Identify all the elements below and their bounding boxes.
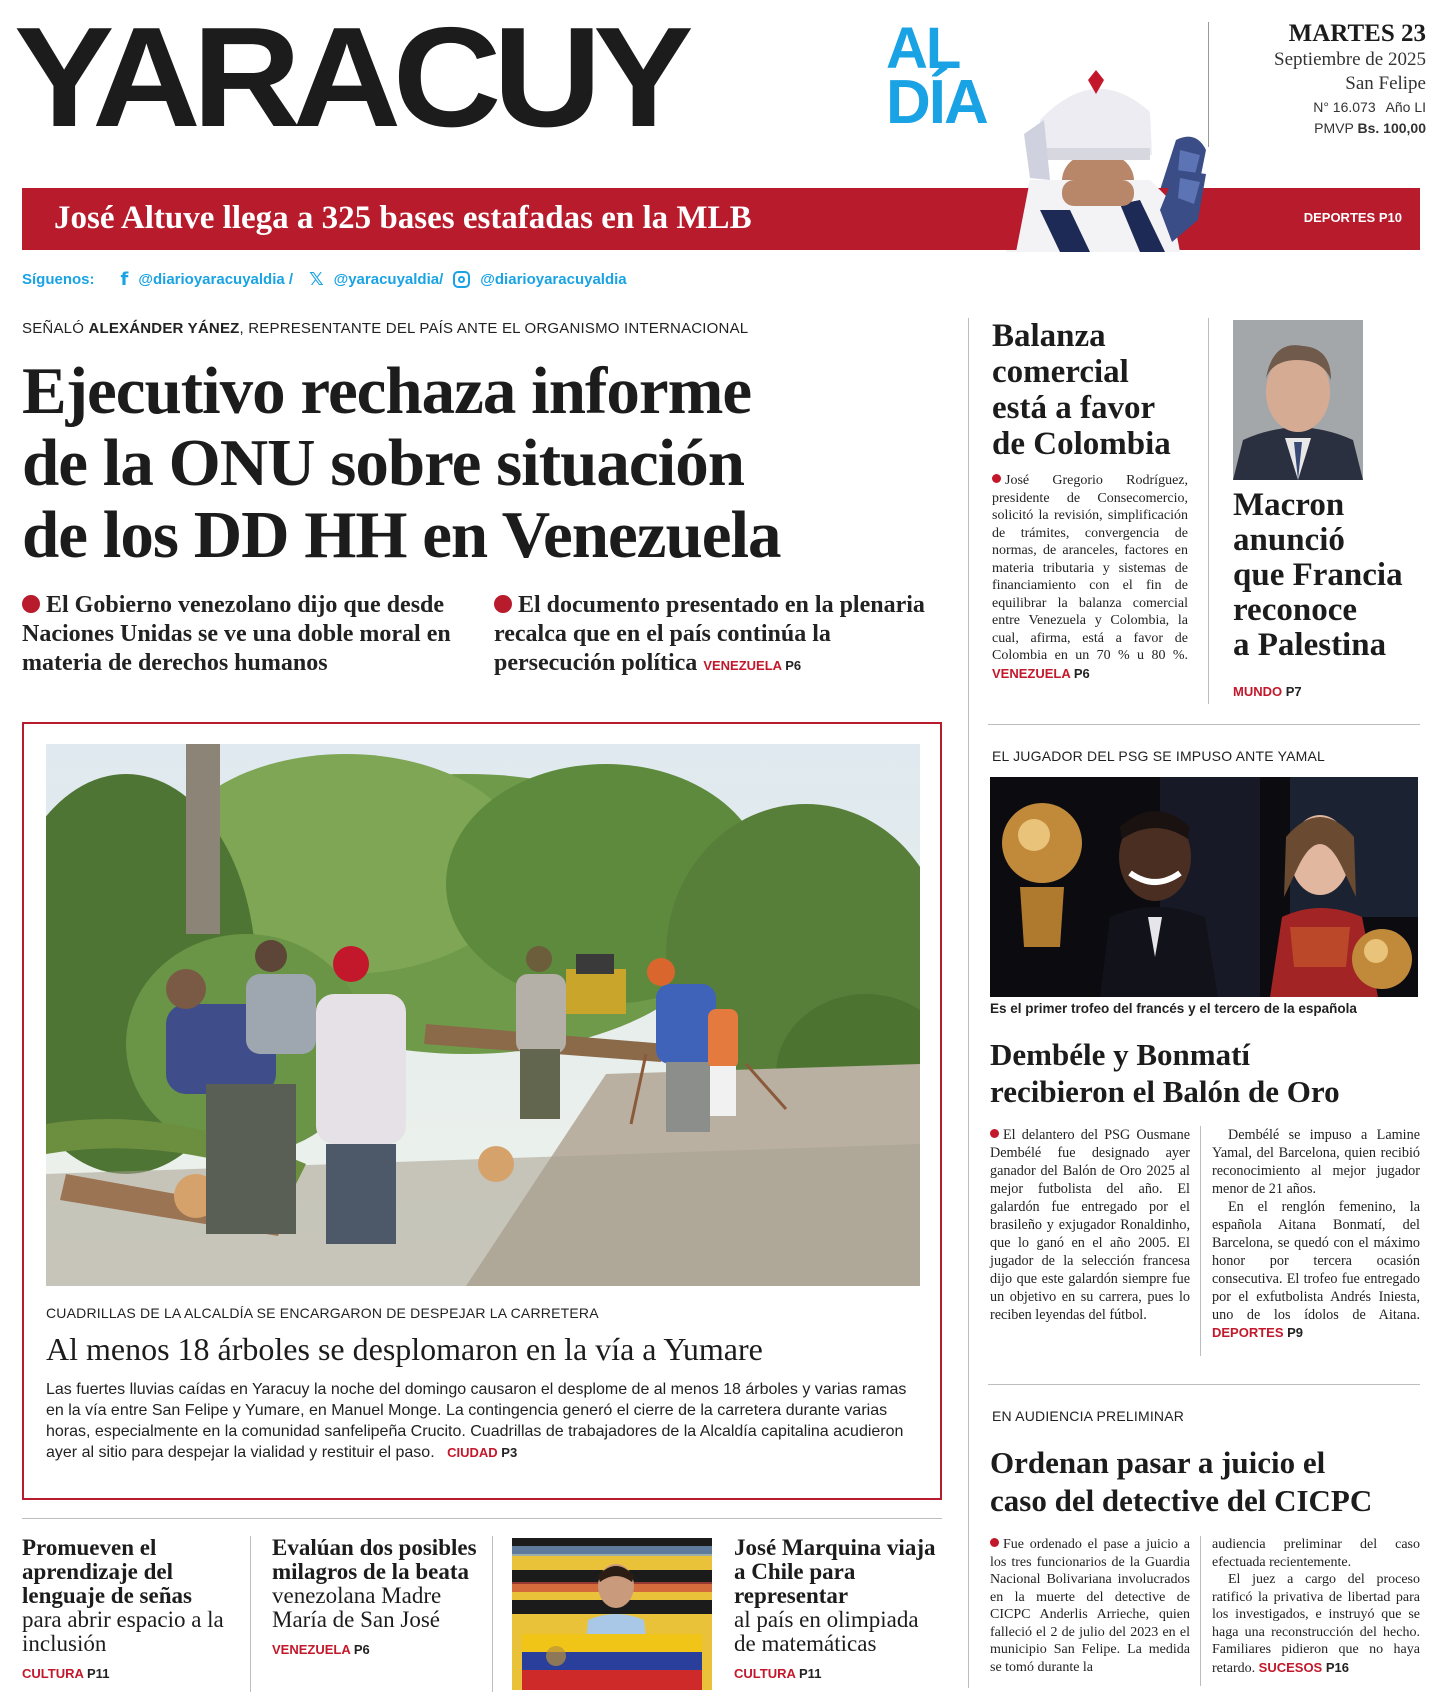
bottom-divider-1 — [250, 1536, 251, 1692]
instagram-icon[interactable] — [453, 271, 470, 288]
banner-ref[interactable] — [1304, 210, 1402, 225]
facebook-handle[interactable]: @diarioyaracuyaldia / — [138, 270, 294, 288]
marquina-photo — [512, 1538, 712, 1690]
logo-yaracuy: YARACUY — [14, 0, 686, 157]
bullet-icon — [22, 595, 40, 613]
banner-section: DEPORTES — [1303, 210, 1376, 225]
juicio-col-1: Fue ordenado el pase a juicio a los tres funcionarios de la Guardia Nacional Bolivariana involucrados en la muerte del detective de CICPC Anderlis Arrieche, quien falleció el 2 de julio del 2023 en el municipio San Felipe. La medida se tomó durante la — [990, 1537, 1190, 1675]
logo-al: AL — [886, 16, 960, 81]
juicio-kicker: EN AUDIENCIA PRELIMINAR — [992, 1408, 1185, 1424]
trees-story-box — [22, 722, 942, 1500]
balon-photo-caption: Es el primer trofeo del francés y el tercero de la española — [990, 1001, 1357, 1016]
social-row — [22, 268, 627, 290]
trees-photo — [46, 744, 920, 1286]
date-panel — [1214, 20, 1426, 138]
x-handle[interactable]: @yaracuyaldia/ — [333, 270, 444, 288]
balon-headline[interactable]: Dembéle y Bonmatí recibieron el Balón de Oro — [990, 1037, 1340, 1109]
issue-number: N° 16.073 — [1313, 99, 1376, 115]
lead-point-1: El Gobierno venezolano dijo que desde Naciones Unidas se ve una doble moral en materia de derechos humanos — [22, 592, 451, 676]
lead-ref[interactable]: VENEZUELA P6 — [703, 658, 802, 673]
bullet-icon — [990, 1129, 999, 1138]
balon-ref[interactable]: DEPORTES P9 — [1212, 1325, 1304, 1340]
balanza-body: José Gregorio Rodríguez, presidente de Consecomercio, solicitó la revisión, simplificación de trámites, convergencia de normas, de aranceles, factores en materia tributaria y sistemas de financiamiento con el fin de equilibrar la balanza comercial entre Venezuela y Colombia, la cual, afirma, está a favor de Colombia en un 70 % u 80 %. VENEZUELA P6 — [992, 473, 1188, 681]
trees-caption: CUADRILLAS DE LA ALCALDÍA SE ENCARGARON DE DESPEJAR LA CARRETERA — [46, 1305, 599, 1321]
balon-col-divider — [1200, 1126, 1201, 1356]
bottom-divider-2 — [492, 1536, 493, 1692]
bottom-ref-2[interactable]: VENEZUELA P6 — [272, 1642, 370, 1657]
balanza-ref[interactable]: VENEZUELA P6 — [992, 665, 1090, 681]
price-label: PMVP — [1314, 120, 1354, 136]
macron-headline[interactable]: Macron anunció que Francia reconoce a Palestina — [1233, 487, 1403, 663]
balanza-headline[interactable]: Balanza comercial está a favor de Colombia — [992, 318, 1171, 462]
facebook-icon[interactable]: f — [120, 268, 129, 290]
bottom-rule — [22, 1518, 942, 1519]
issue-price-line — [1214, 118, 1426, 138]
right-rule-2 — [988, 1384, 1420, 1385]
x-icon[interactable]: 𝕏 — [309, 268, 324, 290]
macron-photo — [1233, 320, 1363, 480]
trees-body: Las fuertes lluvias caídas en Yaracuy la noche del domingo causaron el desplome de al menos 18 árboles y varias ramas en la vía entre San Felipe y Yumare, en Manuel Monge. La contingencia generó el cierre de la carretera durante varias horas, especialmente en la comunidad sanfelipeña Crucito. Cuadrillas de trabajadores de la Alcaldía capitalina acudieron ayer al sitio para despejar la vialidad y restituir el paso. CIUDAD P3 — [46, 1381, 907, 1461]
social-label: Síguenos: — [22, 270, 95, 288]
trees-headline[interactable]: Al menos 18 árboles se desplomaron en la vía a Yumare — [46, 1331, 763, 1367]
lead-kicker: SEÑALÓ ALEXÁNDER YÁNEZ, REPRESENTANTE DEL PAÍS ANTE EL ORGANISMO INTERNACIONAL — [22, 320, 749, 337]
bottom-story-1[interactable]: Promueven el aprendizaje del lenguaje de señas para abrir espacio a la inclusión CULTURA P11 — [22, 1536, 244, 1681]
juicio-ref[interactable]: SUCESOS P16 — [1258, 1659, 1349, 1675]
balon-kicker: EL JUGADOR DEL PSG SE IMPUSO ANTE YAMAL — [992, 748, 1325, 764]
banner-page: P10 — [1378, 210, 1402, 225]
glove-overlay — [1158, 170, 1218, 242]
bullet-icon — [990, 1538, 999, 1547]
issue-city: San Felipe — [1345, 73, 1426, 94]
balon-photo — [990, 777, 1418, 997]
masthead-logo — [14, 0, 1014, 157]
bullet-icon — [494, 595, 512, 613]
date-divider — [1208, 22, 1209, 147]
lead-headline[interactable]: Ejecutivo rechaza informe de la ONU sobre situación de los DD HH en Venezuela — [22, 354, 781, 572]
right-rule-1 — [988, 724, 1420, 725]
issue-number-line — [1214, 96, 1426, 118]
issue-year: Año LI — [1385, 99, 1426, 115]
balon-col-1: El delantero del PSG Ousmane Dembélé fue designado ayer ganador del Balón de Oro 2025 al mejor futbolista del año. El galardón fue entregado por el brasileño y exjugador Ronaldinho, que lo ganó en el año 2005. El jugador de la selección francesa dijo que este galardón siempre fue un objetivo en su carrera, pues lo reciben leyendas del fútbol. — [990, 1127, 1190, 1323]
juicio-headline[interactable]: Ordenan pasar a juicio el caso del detective del CICPC — [990, 1445, 1373, 1518]
trees-ref[interactable]: CIUDAD P3 — [447, 1445, 518, 1460]
macron-ref[interactable]: MUNDO P7 — [1233, 684, 1302, 699]
banner-headline[interactable]: José Altuve llega a 325 bases estafadas en la MLB — [54, 200, 752, 236]
bottom-ref-3[interactable]: CULTURA P11 — [734, 1666, 822, 1681]
bottom-story-2[interactable]: Evalúan dos posibles milagros de la beata venezolana Madre María de San José VENEZUELA P6 — [272, 1536, 492, 1657]
logo-dia: DÍA — [886, 68, 987, 137]
column-divider — [968, 318, 969, 1688]
instagram-handle[interactable]: @diarioyaracuyaldia — [480, 270, 627, 288]
bullet-icon — [992, 474, 1001, 483]
issue-day: MARTES 23 — [1288, 20, 1426, 47]
lead-point-2: El documento presentado en la plenaria recalca que en el país continúa la persecución política VENEZUELA P6 — [494, 592, 925, 676]
bottom-ref-1[interactable]: CULTURA P11 — [22, 1666, 110, 1681]
issue-date: Septiembre de 2025 — [1274, 49, 1426, 70]
balon-col-2: Dembélé se impuso a Lamine Yamal, del Barcelona, quien recibió reconocimiento al mejor jugador menor de 21 años. En el renglón femenino, la española Aitana Bonmatí, del Barcelona, se quedó con el máximo honor por tercera ocasión consecutiva. El trofeo fue entregado por el exfutbolista Andrés Iniesta, uno de los ídolos de Aitana. DEPORTES P9 — [1212, 1127, 1420, 1340]
bottom-story-3[interactable]: José Marquina viaja a Chile para representar al país en olimpiada de matemáticas CULTURA P11 — [734, 1536, 944, 1681]
price-value: Bs. 100,00 — [1357, 120, 1426, 136]
juicio-col-2: audiencia preliminar del caso efectuada recientemente. El juez a cargo del proceso ratificó la privativa de libertad para los investigados, e instruyó que se haga una reconstrucción del hecho. Familiares pidieron que no haya retardo. SUCESOS P16 — [1212, 1537, 1420, 1676]
juicio-col-divider — [1200, 1536, 1201, 1686]
balanza-divider — [1208, 318, 1209, 704]
